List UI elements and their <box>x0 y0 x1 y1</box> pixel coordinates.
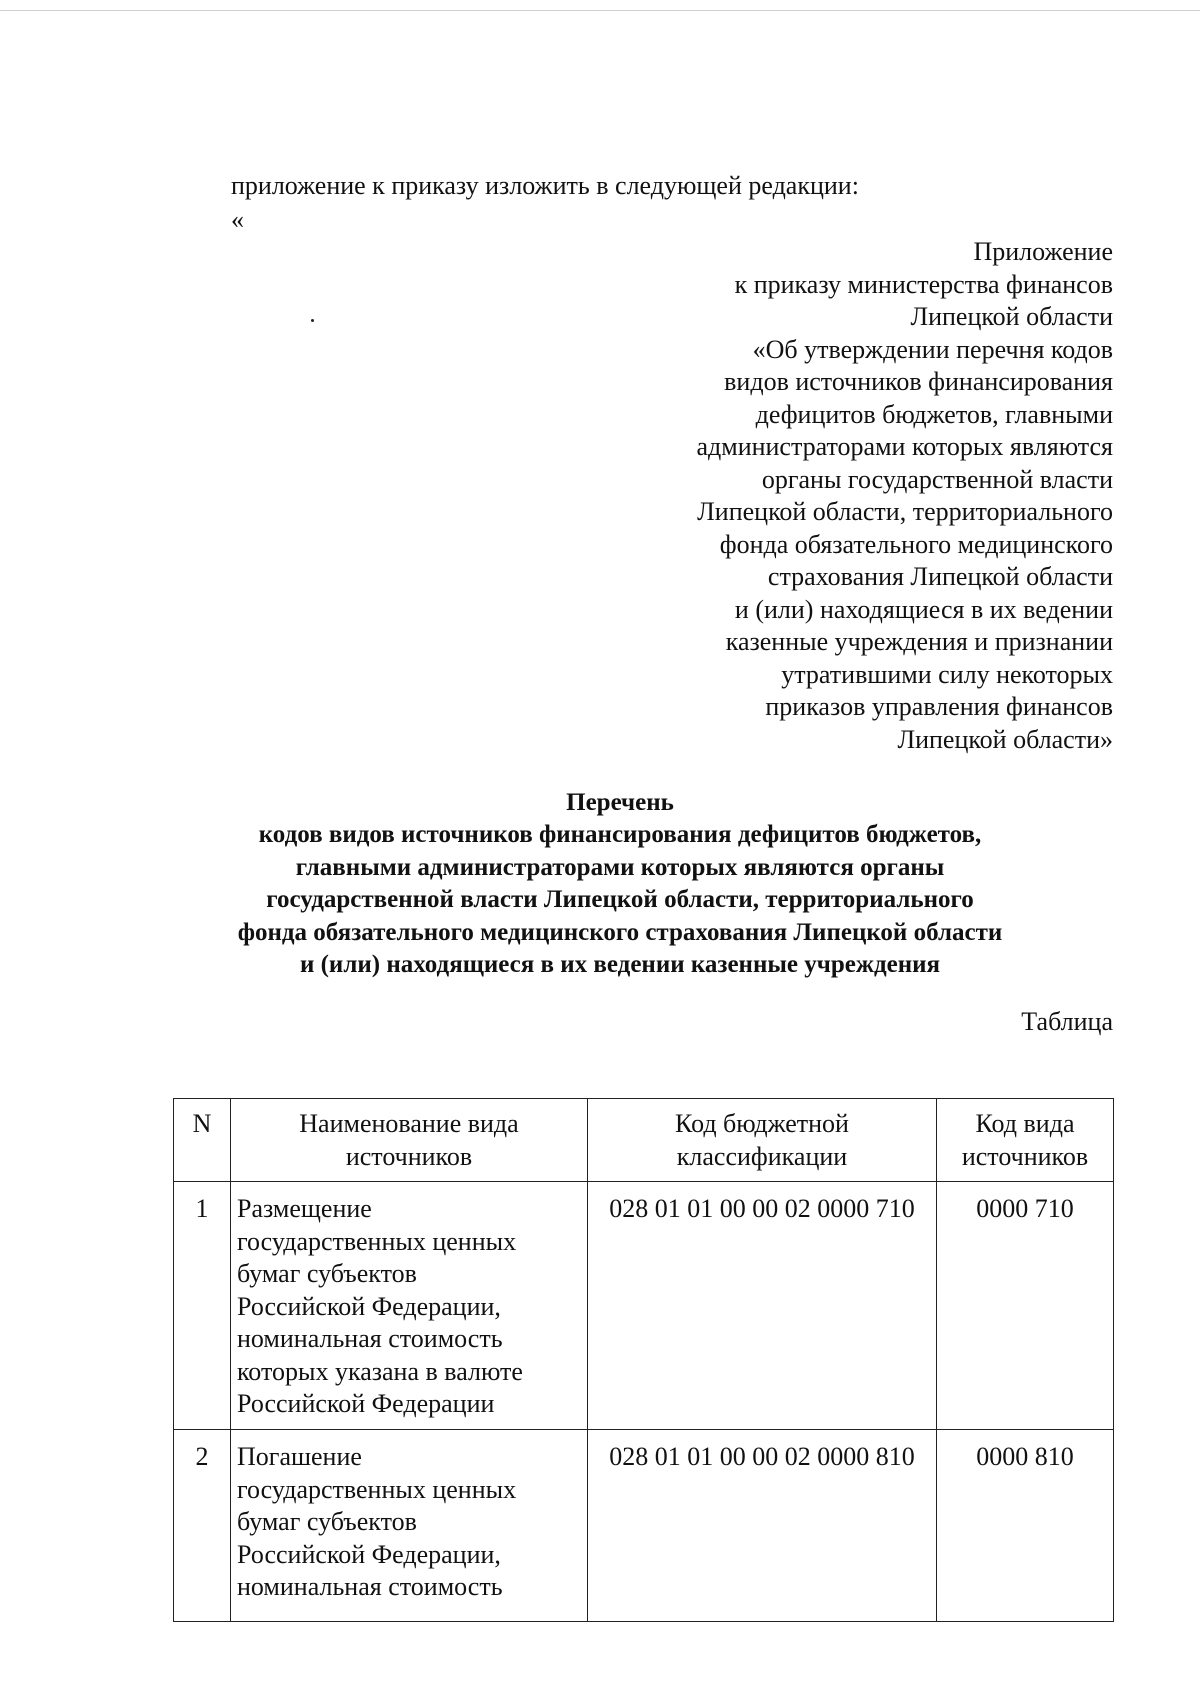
document-title <box>180 787 1060 981</box>
row-number: 2 <box>174 1430 231 1622</box>
opening-quote: « <box>231 205 244 234</box>
title-line: государственной власти Липецкой области, территориального <box>266 886 974 914</box>
table-caption: Таблица <box>1021 1007 1113 1036</box>
name-line: Российской Федерации <box>237 1389 495 1418</box>
scan-speck <box>311 319 314 322</box>
row-number: 1 <box>174 1182 231 1430</box>
appendix-line: «Об утверждении перечня кодов <box>752 334 1113 364</box>
appendix-line: и (или) находящиеся в их ведении <box>734 594 1113 624</box>
header-budget-code <box>588 1099 937 1182</box>
title-line: Перечень <box>566 789 674 816</box>
table-header-row <box>174 1099 1114 1182</box>
title-line: главными администраторами которых являются органы <box>295 853 945 881</box>
row-source-name <box>231 1182 588 1430</box>
name-line: государственных ценных <box>237 1226 517 1256</box>
appendix-line: администраторами которых являются <box>696 432 1113 461</box>
header-text: Код вида <box>975 1109 1075 1138</box>
name-line: Размещение <box>237 1194 372 1223</box>
table-row <box>174 1430 1114 1622</box>
title-line: кодов видов источников финансирования дефицитов бюджетов, <box>258 821 982 849</box>
header-text: классификации <box>676 1141 848 1171</box>
appendix-line: приказов управления финансов <box>765 692 1113 721</box>
name-line: Российской Федерации, <box>237 1539 501 1569</box>
title-line: фонда обязательного медицинского страхования Липецкой области <box>237 918 1003 946</box>
appendix-line: видов источников финансирования <box>724 367 1113 396</box>
header-text: источников <box>961 1141 1089 1171</box>
title-line: и (или) находящиеся в их ведении казенные учреждения <box>299 951 941 979</box>
name-line: Погашение <box>237 1442 362 1471</box>
name-line: номинальная стоимость <box>237 1572 503 1601</box>
table-row <box>174 1182 1114 1430</box>
header-text: источников <box>345 1141 473 1171</box>
name-line: бумаг субъектов <box>237 1259 417 1288</box>
appendix-line: Липецкой области, территориального <box>697 497 1113 526</box>
row-source-kind-code: 0000 710 <box>937 1182 1114 1430</box>
header-source-kind-code <box>937 1099 1114 1182</box>
row-source-name <box>231 1430 588 1622</box>
row-budget-code: 028 01 01 00 00 02 0000 810 <box>588 1430 937 1622</box>
header-number: N <box>174 1099 231 1182</box>
appendix-line: Липецкой области» <box>897 724 1113 754</box>
name-line: которых указана в валюте <box>237 1356 523 1386</box>
appendix-line: фонда обязательного медицинского <box>719 529 1113 559</box>
name-line: номинальная стоимость <box>237 1324 503 1353</box>
appendix-line: органы государственной власти <box>761 464 1113 494</box>
header-text: Наименование вида <box>299 1109 519 1138</box>
appendix-header-block <box>696 236 1113 756</box>
appendix-line: Приложение <box>973 237 1113 266</box>
appendix-line: страхования Липецкой области <box>767 562 1113 591</box>
appendix-line: утратившими силу некоторых <box>781 659 1113 689</box>
header-text: Код бюджетной <box>675 1109 849 1138</box>
scan-top-edge <box>0 10 1200 11</box>
row-budget-code: 028 01 01 00 00 02 0000 710 <box>588 1182 937 1430</box>
appendix-line: казенные учреждения и признании <box>725 627 1113 656</box>
source-codes-table <box>173 1098 1114 1622</box>
lead-text: приложение к приказу изложить в следующей редакции: <box>231 171 859 200</box>
name-line: Российской Федерации, <box>237 1291 501 1321</box>
name-line: государственных ценных <box>237 1474 517 1504</box>
appendix-line: к приказу министерства финансов <box>734 269 1113 299</box>
appendix-line: Липецкой области <box>910 302 1113 331</box>
row-source-kind-code: 0000 810 <box>937 1430 1114 1622</box>
header-source-name <box>231 1099 588 1182</box>
name-line: бумаг субъектов <box>237 1507 417 1536</box>
appendix-line: дефицитов бюджетов, главными <box>755 399 1113 429</box>
